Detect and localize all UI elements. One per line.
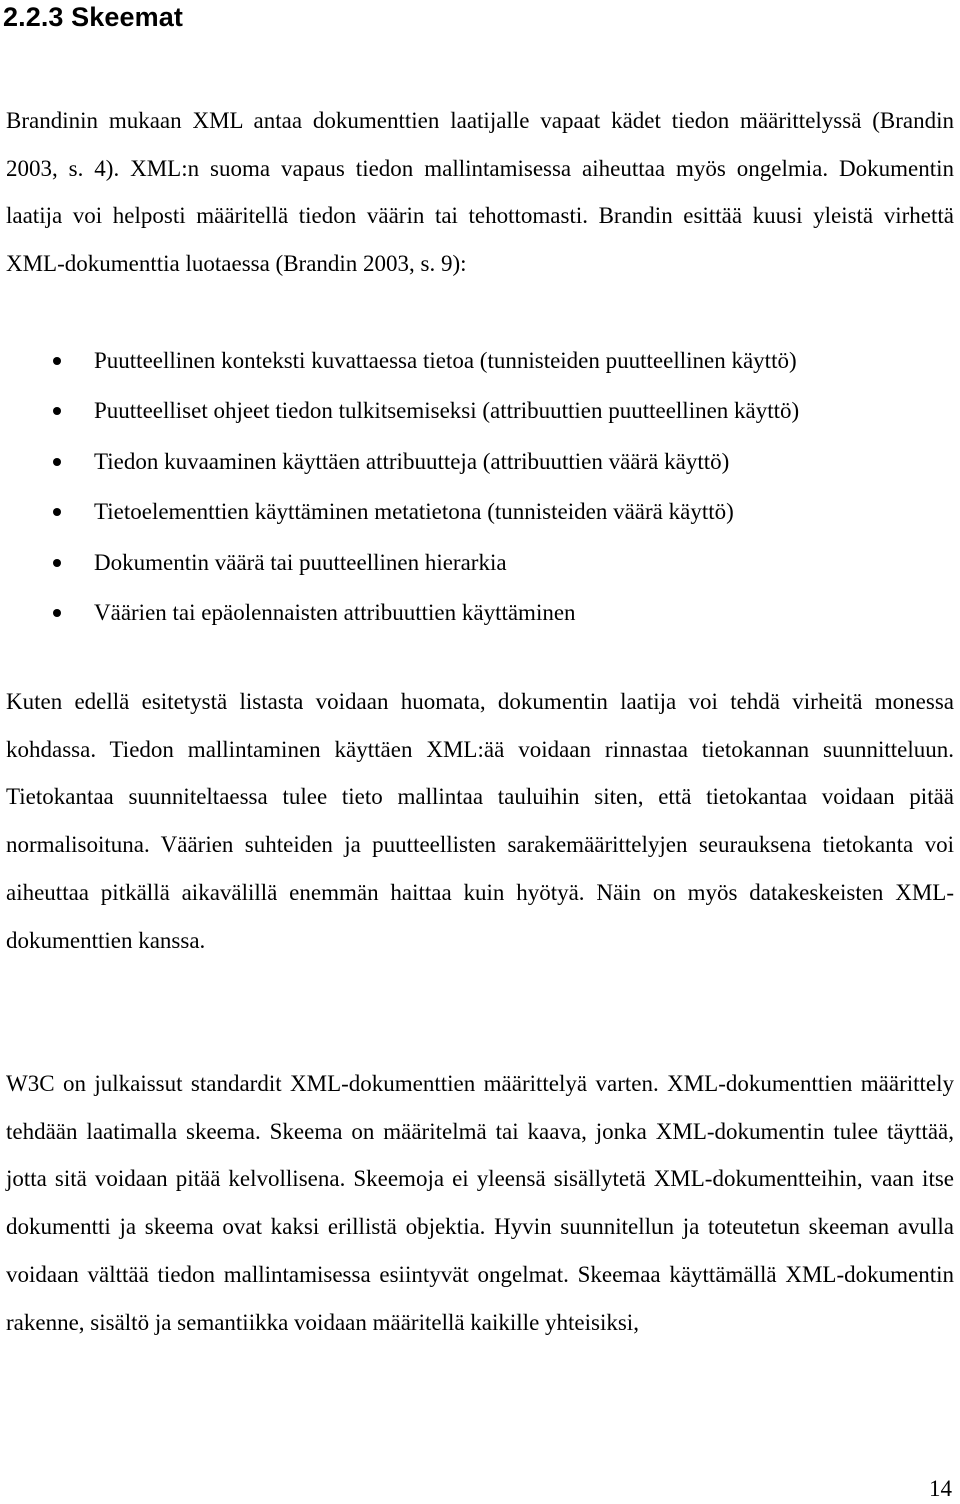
list-item-text: Puutteelliset ohjeet tiedon tulkitsemiseksi (attribuuttien puutteellinen käyttö) (94, 398, 800, 424)
page-number: 14 (929, 1476, 952, 1501)
list-item-text: Puutteellinen konteksti kuvattaessa tietoa (tunnisteiden puutteellinen käyttö) (94, 348, 797, 373)
list-item-text: Väärien tai epäolennaisten attribuuttien käyttäminen (94, 600, 576, 626)
intro-paragraph: Brandinin mukaan XML antaa dokumenttien laatijalle vapaat kädet tiedon määrittelyssä (Brandin 2003, s. 4). XML:n suoma vapaus tiedon mallintamisessa aiheuttaa myös ongelmia. Dokumentin laatija voi helposti määritellä tiedon väärin tai tehottomasti. Brandin esittää kuusi yleistä virhettä XML-dokumenttia luotaessa (Brandin 2003, s. 9): (6, 108, 954, 277)
bullet-icon (53, 609, 61, 617)
error-list (0, 336, 799, 638)
list-item (0, 538, 799, 588)
list-item (0, 386, 799, 436)
list-item-text: Tietoelementtien käyttäminen metatietona (tunnisteiden väärä käyttö) (94, 499, 734, 525)
bullet-icon (53, 407, 61, 415)
list-item (0, 588, 799, 638)
list-item-text: Tiedon kuvaaminen käyttäen attribuutteja (attribuuttien väärä käyttö) (94, 448, 730, 474)
list-item (0, 437, 799, 487)
list-item (0, 336, 799, 386)
bullet-icon (53, 508, 61, 516)
summary-paragraph: Kuten edellä esitetystä listasta voidaan huomata, dokumentin laatija voi tehdä virheitä monessa kohdassa. Tiedon mallintaminen käyttäen XML:ää voidaan rinnastaa tietokannan suunnitteluun. Tietokantaa suunniteltaessa tulee tieto mallintaa tauluihin siten, että tietokantaa voidaan pitää normalisoituna. Väärien suhteiden ja puutteellisten sarakemäärittelyjen seurauksena tietokanta voi aiheuttaa pitkällä aikavälillä enemmän haittaa kuin hyötyä. Näin on myös datakeskeisten XML-dokumenttien kanssa. (6, 689, 954, 953)
list-item (0, 487, 799, 537)
w3c-paragraph: W3C on julkaissut standardit XML-dokumenttien määrittelyä varten. XML-dokumenttien määrittely tehdään laatimalla skeema. Skeema on määritelmä tai kaava, jonka XML-dokumentin tulee täyttää, jotta sitä voidaan pitää kelvollisena. Skeemoja ei yleensä sisällytetä XML-dokumentteihin, vaan itse dokumentti ja skeema ovat kaksi erillistä objektia. Hyvin suunnitellun ja toteutetun skeeman avulla voidaan välttää tiedon mallintamisessa esiintyvät ongelmat. Skeemaa käyttämällä XML-dokumentin rakenne, sisältö ja semantiikka voidaan määritellä kaikille yhteisiksi, (6, 1071, 954, 1335)
bullet-icon (53, 559, 61, 567)
section-heading: 2.2.3 Skeemat (3, 2, 183, 32)
bullet-icon (53, 458, 61, 466)
list-item-text: Dokumentin väärä tai puutteellinen hierarkia (94, 549, 507, 575)
bullet-icon (53, 357, 61, 365)
